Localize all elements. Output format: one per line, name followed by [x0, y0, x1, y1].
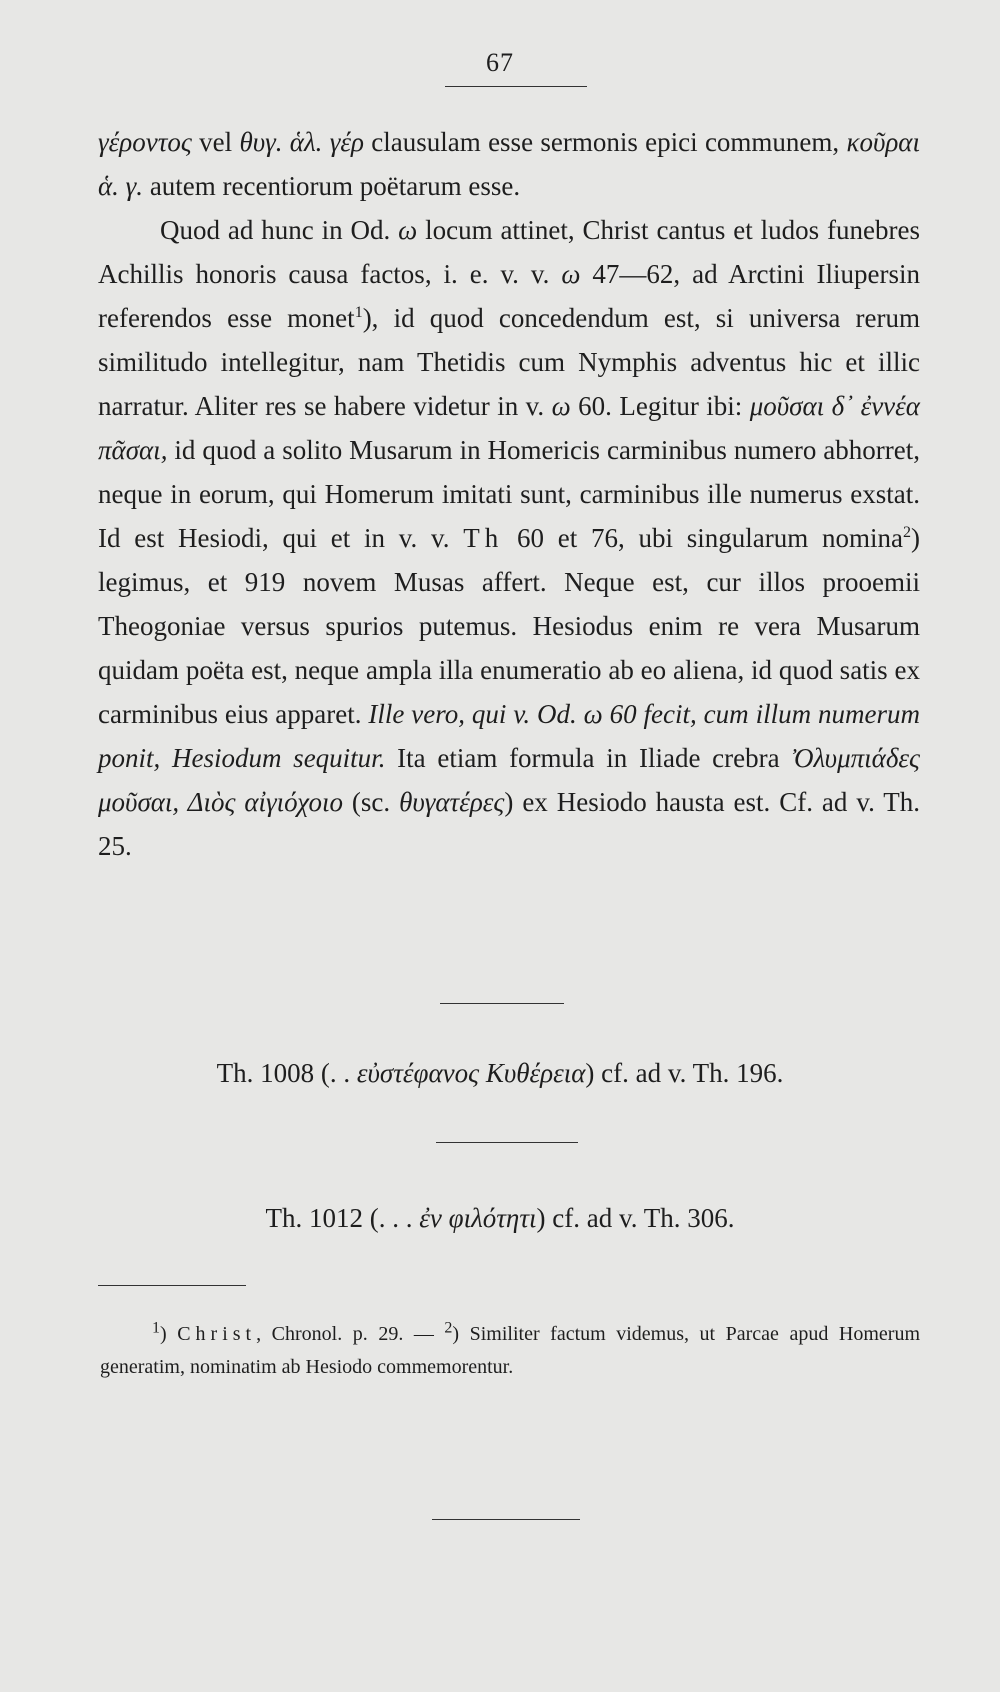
text-run: (sc.	[342, 787, 400, 817]
greek-text: ω	[561, 259, 581, 289]
footnote-marker: 1	[354, 304, 363, 321]
text-run: ) cf. ad v. Th. 196.	[585, 1058, 784, 1088]
bottom-rule	[432, 1519, 580, 1520]
text-run: 60. Legitur ibi:	[570, 391, 750, 421]
text-run: ) ex Hesiodo hausta est. Cf. ad v. Th. 25.	[98, 787, 921, 861]
greek-text: μοῦσαι δ᾽ ἐννέα πᾶσαι,	[98, 391, 920, 465]
spaced-text: Th	[463, 523, 504, 553]
greek-text: γέροντος	[98, 127, 192, 157]
footnote-marker: 2	[903, 524, 911, 541]
text-run: ) Similiter factum videmus, ut Parcae apud Homerum generatim, nominatim ab Hesiodo commemorentur.	[100, 1323, 920, 1378]
greek-text: θυγατέρες	[399, 787, 505, 817]
footnote-rule	[98, 1285, 246, 1286]
greek-text: ω	[551, 391, 571, 421]
footnote-marker: 2	[444, 1319, 453, 1337]
text-run: vel	[191, 127, 240, 157]
text-run: 47—62, ad Arctini Iliupersin referendos esse monet	[98, 259, 920, 333]
footnote-text	[100, 1318, 920, 1384]
paragraph-2	[98, 208, 920, 868]
text-run: ), id quod concedendum est, si universa rerum similitudo intellegitur, nam Thetidis cum Nymphis adventus hic et illic narratur. Aliter res se habere videtur in v.	[98, 303, 921, 421]
text-run: id quod a solito Musarum in Homericis carminibus numero abhorret, neque in eorum, qui Homerum imitati sunt, carminibus ille numerus exstat. Id est Hesiodi, qui et in v. v.	[98, 435, 920, 553]
header-rule	[445, 86, 587, 87]
text-run: autem recentiorum poëtarum esse.	[143, 171, 521, 201]
paragraph-1	[98, 120, 920, 208]
text-run: Ita etiam formula in Iliade crebra	[385, 743, 792, 773]
author-name: Christ	[177, 1323, 257, 1345]
text-run: , Chronol. p. 29. —	[256, 1323, 445, 1345]
section-rule	[436, 1142, 578, 1143]
main-text	[98, 120, 920, 868]
text-run: locum attinet, Christ cantus et ludos funebres Achillis honoris causa factos, i. e. v. v.	[98, 215, 921, 289]
entry-th-1012	[0, 1203, 1000, 1234]
italic-text: Ille vero, qui v. Od. ω 60 fecit, cum illum numerum ponit, Hesiodum sequitur.	[98, 699, 920, 773]
entry-th-1008	[0, 1058, 1000, 1089]
greek-text: ἐν φιλότητι	[419, 1203, 537, 1233]
text-run: )	[160, 1323, 178, 1345]
greek-text: ω	[398, 215, 418, 245]
text-run: Quod ad hunc in Od.	[160, 215, 399, 245]
section-rule	[440, 1003, 564, 1004]
footnotes	[100, 1318, 920, 1384]
text-run: Th. 1008 (. .	[216, 1058, 357, 1088]
greek-text: θυγ. ἁλ. γέρ	[239, 127, 364, 157]
page-number: 67	[486, 48, 514, 77]
text-run: clausulam esse sermonis epici communem,	[363, 127, 847, 157]
greek-text: κοῦραι ἁ. γ.	[98, 127, 920, 201]
text-run: Th. 1012 (. . .	[265, 1203, 420, 1233]
greek-text: Ὀλυμπιάδες μοῦσαι, Διὸς αἰγιόχοιο	[98, 743, 920, 817]
text-run: ) cf. ad v. Th. 306.	[536, 1203, 735, 1233]
text-run: 60 et 76, ubi singularum nomina	[503, 523, 903, 553]
footnote-marker: 1	[152, 1319, 160, 1337]
greek-text: εὐστέφανος Κυθέρεια	[356, 1058, 586, 1088]
text-run: ) legimus, et 919 novem Musas affert. Neque est, cur illos prooemii Theogoniae versus spurios putemus. Hesiodus enim re vera Musarum quidam poëta est, neque ampla illa enumeratio ab eo aliena, id quod satis ex carminibus eius apparet.	[98, 523, 920, 729]
